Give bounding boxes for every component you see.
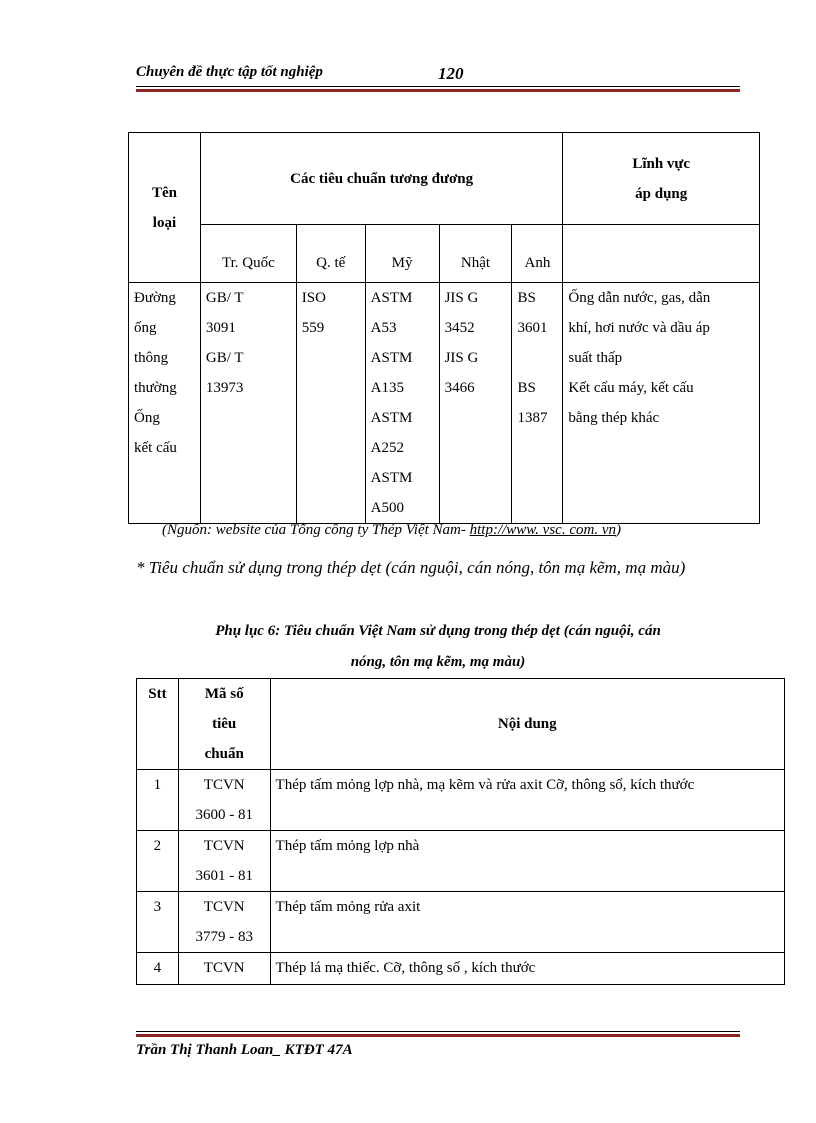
table-row bbox=[137, 892, 785, 953]
row-content: Thép tấm mỏng lợp nhà, mạ kẽm và rửa axit Cỡ, thông số, kích thước bbox=[270, 770, 784, 831]
row-code: TCVN 3779 - 83 bbox=[178, 892, 270, 953]
content-header: Nội dung bbox=[270, 679, 784, 770]
row-code: TCVN 3601 - 81 bbox=[178, 831, 270, 892]
row-stt: 4 bbox=[137, 953, 179, 985]
row-content: Thép tấm mỏng lợp nhà bbox=[270, 831, 784, 892]
row-code: TCVN bbox=[178, 953, 270, 985]
cell-field: Ống dẫn nước, gas, dẫn khí, hơi nước và dầu áp suất thấp Kết cấu máy, kết cấu bằng thép khác bbox=[563, 283, 760, 524]
row-stt: 2 bbox=[137, 831, 179, 892]
page-header bbox=[136, 64, 740, 84]
cell-china: GB/ T 3091 GB/ T 13973 bbox=[200, 283, 296, 524]
row-stt: 3 bbox=[137, 892, 179, 953]
equivalent-standards-header: Các tiêu chuẩn tương đương bbox=[200, 133, 562, 225]
subheader-japan: Nhật bbox=[439, 225, 512, 283]
stt-header: Stt bbox=[137, 679, 179, 770]
header-rule-thick bbox=[136, 89, 740, 92]
subheader-usa: Mỹ bbox=[365, 225, 439, 283]
row-content: Thép lá mạ thiếc. Cỡ, thông số , kích thước bbox=[270, 953, 784, 985]
header-rule-thin bbox=[136, 86, 740, 87]
row-stt: 1 bbox=[137, 770, 179, 831]
col-name-header: Tên loại bbox=[129, 133, 201, 283]
row-code: TCVN 3600 - 81 bbox=[178, 770, 270, 831]
subheader-intl: Q. tế bbox=[296, 225, 365, 283]
footer-rule-thick bbox=[136, 1034, 740, 1037]
vn-standards-table bbox=[136, 678, 785, 985]
note-paragraph: * Tiêu chuẩn sử dụng trong thép dẹt (cán nguội, cán nóng, tôn mạ kẽm, mạ màu) bbox=[136, 558, 686, 577]
cell-usa: ASTM A53 ASTM A135 ASTM A252 ASTM A500 bbox=[365, 283, 439, 524]
code-header: Mã số tiêu chuẩn bbox=[178, 679, 270, 770]
source-citation: (Nguồn: website của Tổng công ty Thép Việt Nam- http://www. vsc. com. vn) bbox=[162, 522, 621, 538]
table-row bbox=[137, 831, 785, 892]
field-header: Lĩnh vực áp dụng bbox=[563, 133, 760, 225]
header-title: Chuyên đề thực tập tốt nghiệp bbox=[136, 64, 323, 80]
appendix-title: Phụ lục 6: Tiêu chuẩn Việt Nam sử dụng trong thép dẹt (cán nguội, cán nóng, tôn mạ kẽm, mạ màu) bbox=[215, 623, 661, 670]
cell-japan: JIS G 3452 JIS G 3466 bbox=[439, 283, 512, 524]
row-content: Thép tấm mỏng rửa axit bbox=[270, 892, 784, 953]
cell-uk: BS 3601 BS 1387 bbox=[512, 283, 563, 524]
footer-author: Trần Thị Thanh Loan_ KTĐT 47A bbox=[136, 1042, 353, 1058]
page-number: 120 bbox=[438, 64, 464, 83]
table-row bbox=[137, 770, 785, 831]
source-url: http://www. vsc. com. vn bbox=[469, 522, 616, 538]
field-subheader-blank bbox=[563, 225, 760, 283]
subheader-uk: Anh bbox=[512, 225, 563, 283]
footer-rule-thin bbox=[136, 1031, 740, 1032]
subheader-china: Tr. Quốc bbox=[200, 225, 296, 283]
cell-name: Đường ống thông thường Ống kết cấu bbox=[129, 283, 201, 524]
cell-intl: ISO 559 bbox=[296, 283, 365, 524]
standards-table bbox=[128, 132, 760, 524]
table-row bbox=[137, 953, 785, 985]
